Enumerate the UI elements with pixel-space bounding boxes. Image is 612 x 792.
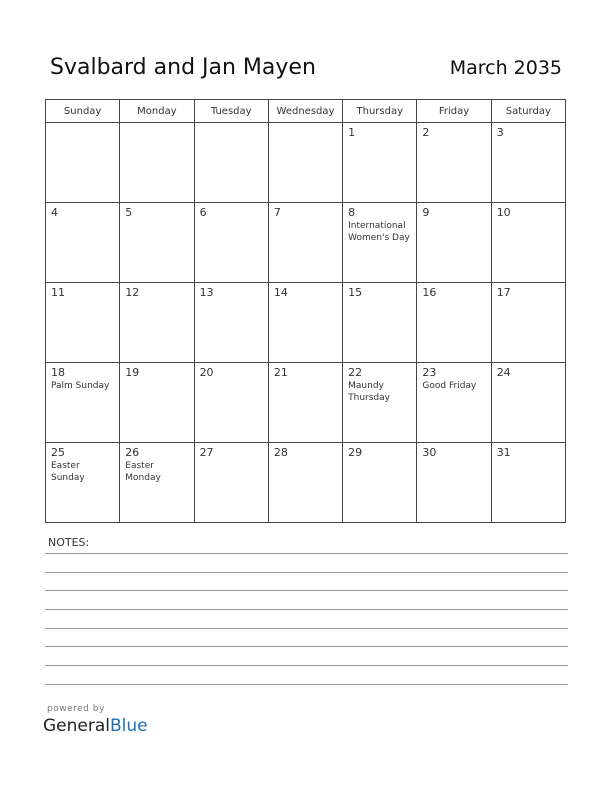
day-number: 31: [496, 446, 511, 459]
day-number: 17: [496, 286, 511, 299]
calendar-day-cell: [194, 363, 268, 443]
calendar-day-cell: [194, 203, 268, 283]
notes-line: [45, 665, 568, 666]
day-number: 15: [348, 286, 363, 299]
holiday-label: Easter Sunday: [51, 461, 85, 483]
day-number: 18: [51, 366, 65, 379]
notes-line: [45, 572, 568, 573]
calendar-day-cell: [343, 123, 417, 203]
day-number: 21: [273, 366, 288, 379]
calendar-day-cell: [343, 363, 417, 443]
calendar-day-cell: [120, 443, 194, 523]
notes-line: [45, 590, 568, 591]
calendar-title: Svalbard and Jan Mayen: [50, 55, 316, 80]
notes-label: NOTES:: [48, 536, 90, 549]
day-number: 2: [422, 126, 430, 139]
day-number: 13: [199, 286, 214, 299]
day-number: 14: [273, 286, 288, 299]
calendar-day-cell: [491, 203, 565, 283]
notes-line: [45, 628, 568, 629]
calendar-day-cell: [194, 443, 268, 523]
calendar-week-row: [46, 123, 566, 203]
day-number: 30: [422, 446, 437, 459]
calendar-day-cell: [491, 123, 565, 203]
holiday-label: Good Friday: [422, 381, 477, 391]
holiday-label: Easter Monday: [125, 461, 161, 483]
notes-line: [45, 684, 568, 685]
calendar-day-cell: [417, 363, 491, 443]
holiday-label: Palm Sunday: [51, 381, 110, 391]
day-number: 10: [496, 206, 511, 219]
weekday-header-row: [46, 100, 566, 123]
calendar-day-cell: [120, 123, 194, 203]
calendar-day-cell: [46, 363, 120, 443]
calendar-day-cell: [268, 283, 342, 363]
calendar-day-cell: [491, 443, 565, 523]
day-number: 25: [51, 446, 65, 459]
calendar-day-cell: [417, 123, 491, 203]
day-number: 27: [199, 446, 214, 459]
calendar-day-cell: [46, 203, 120, 283]
day-number: 23: [422, 366, 437, 379]
day-number: 28: [273, 446, 288, 459]
calendar-day-cell: [268, 443, 342, 523]
calendar-day-cell: [343, 203, 417, 283]
day-number: 5: [125, 206, 133, 219]
calendar-day-cell: [268, 203, 342, 283]
calendar-week-row: [46, 363, 566, 443]
day-number: 6: [199, 206, 207, 219]
day-number: 20: [199, 366, 214, 379]
brand-logo[interactable]: [43, 716, 148, 736]
notes-line: [45, 553, 568, 554]
day-number: 7: [273, 206, 281, 219]
day-number: 24: [496, 366, 511, 379]
calendar-day-cell: [343, 283, 417, 363]
calendar-day-cell: [491, 283, 565, 363]
holiday-label: International Women's Day: [348, 221, 410, 243]
weekday-header: Thursday: [343, 100, 417, 123]
notes-line: [45, 646, 568, 647]
day-number: 8: [348, 206, 356, 219]
calendar-day-cell: [417, 283, 491, 363]
calendar-day-cell: [194, 283, 268, 363]
calendar-day-cell: [268, 363, 342, 443]
calendar-day-cell: [491, 363, 565, 443]
weekday-header: Wednesday: [268, 100, 342, 123]
calendar-day-cell: [46, 123, 120, 203]
brand-blue-text: Blue: [110, 716, 148, 736]
notes-line: [45, 609, 568, 610]
day-number: 3: [496, 126, 504, 139]
calendar-week-row: [46, 443, 566, 523]
brand-general-text: General: [43, 716, 110, 736]
calendar-day-cell: [46, 443, 120, 523]
weekday-header: Saturday: [491, 100, 565, 123]
calendar-grid: [45, 99, 566, 523]
day-number: 11: [51, 286, 65, 299]
weekday-header: Sunday: [46, 100, 120, 123]
weekday-header: Monday: [120, 100, 194, 123]
day-number: 26: [125, 446, 140, 459]
calendar-day-cell: [120, 203, 194, 283]
calendar-day-cell: [417, 443, 491, 523]
calendar-week-row: [46, 283, 566, 363]
day-number: 16: [422, 286, 437, 299]
powered-by-text: powered by: [47, 704, 105, 714]
day-number: 4: [51, 206, 58, 219]
calendar-day-cell: [46, 283, 120, 363]
calendar-day-cell: [194, 123, 268, 203]
calendar-day-cell: [268, 123, 342, 203]
day-number: 9: [422, 206, 430, 219]
weekday-header: Tuesday: [194, 100, 268, 123]
day-number: 29: [348, 446, 363, 459]
day-number: 19: [125, 366, 140, 379]
calendar-week-row: [46, 203, 566, 283]
calendar-day-cell: [120, 283, 194, 363]
calendar-day-cell: [343, 443, 417, 523]
calendar-day-cell: [120, 363, 194, 443]
calendar-month: March 2035: [449, 57, 562, 79]
calendar-day-cell: [417, 203, 491, 283]
day-number: 1: [348, 126, 356, 139]
weekday-header: Friday: [417, 100, 491, 123]
holiday-label: Maundy Thursday: [348, 381, 390, 403]
day-number: 22: [348, 366, 363, 379]
day-number: 12: [125, 286, 140, 299]
